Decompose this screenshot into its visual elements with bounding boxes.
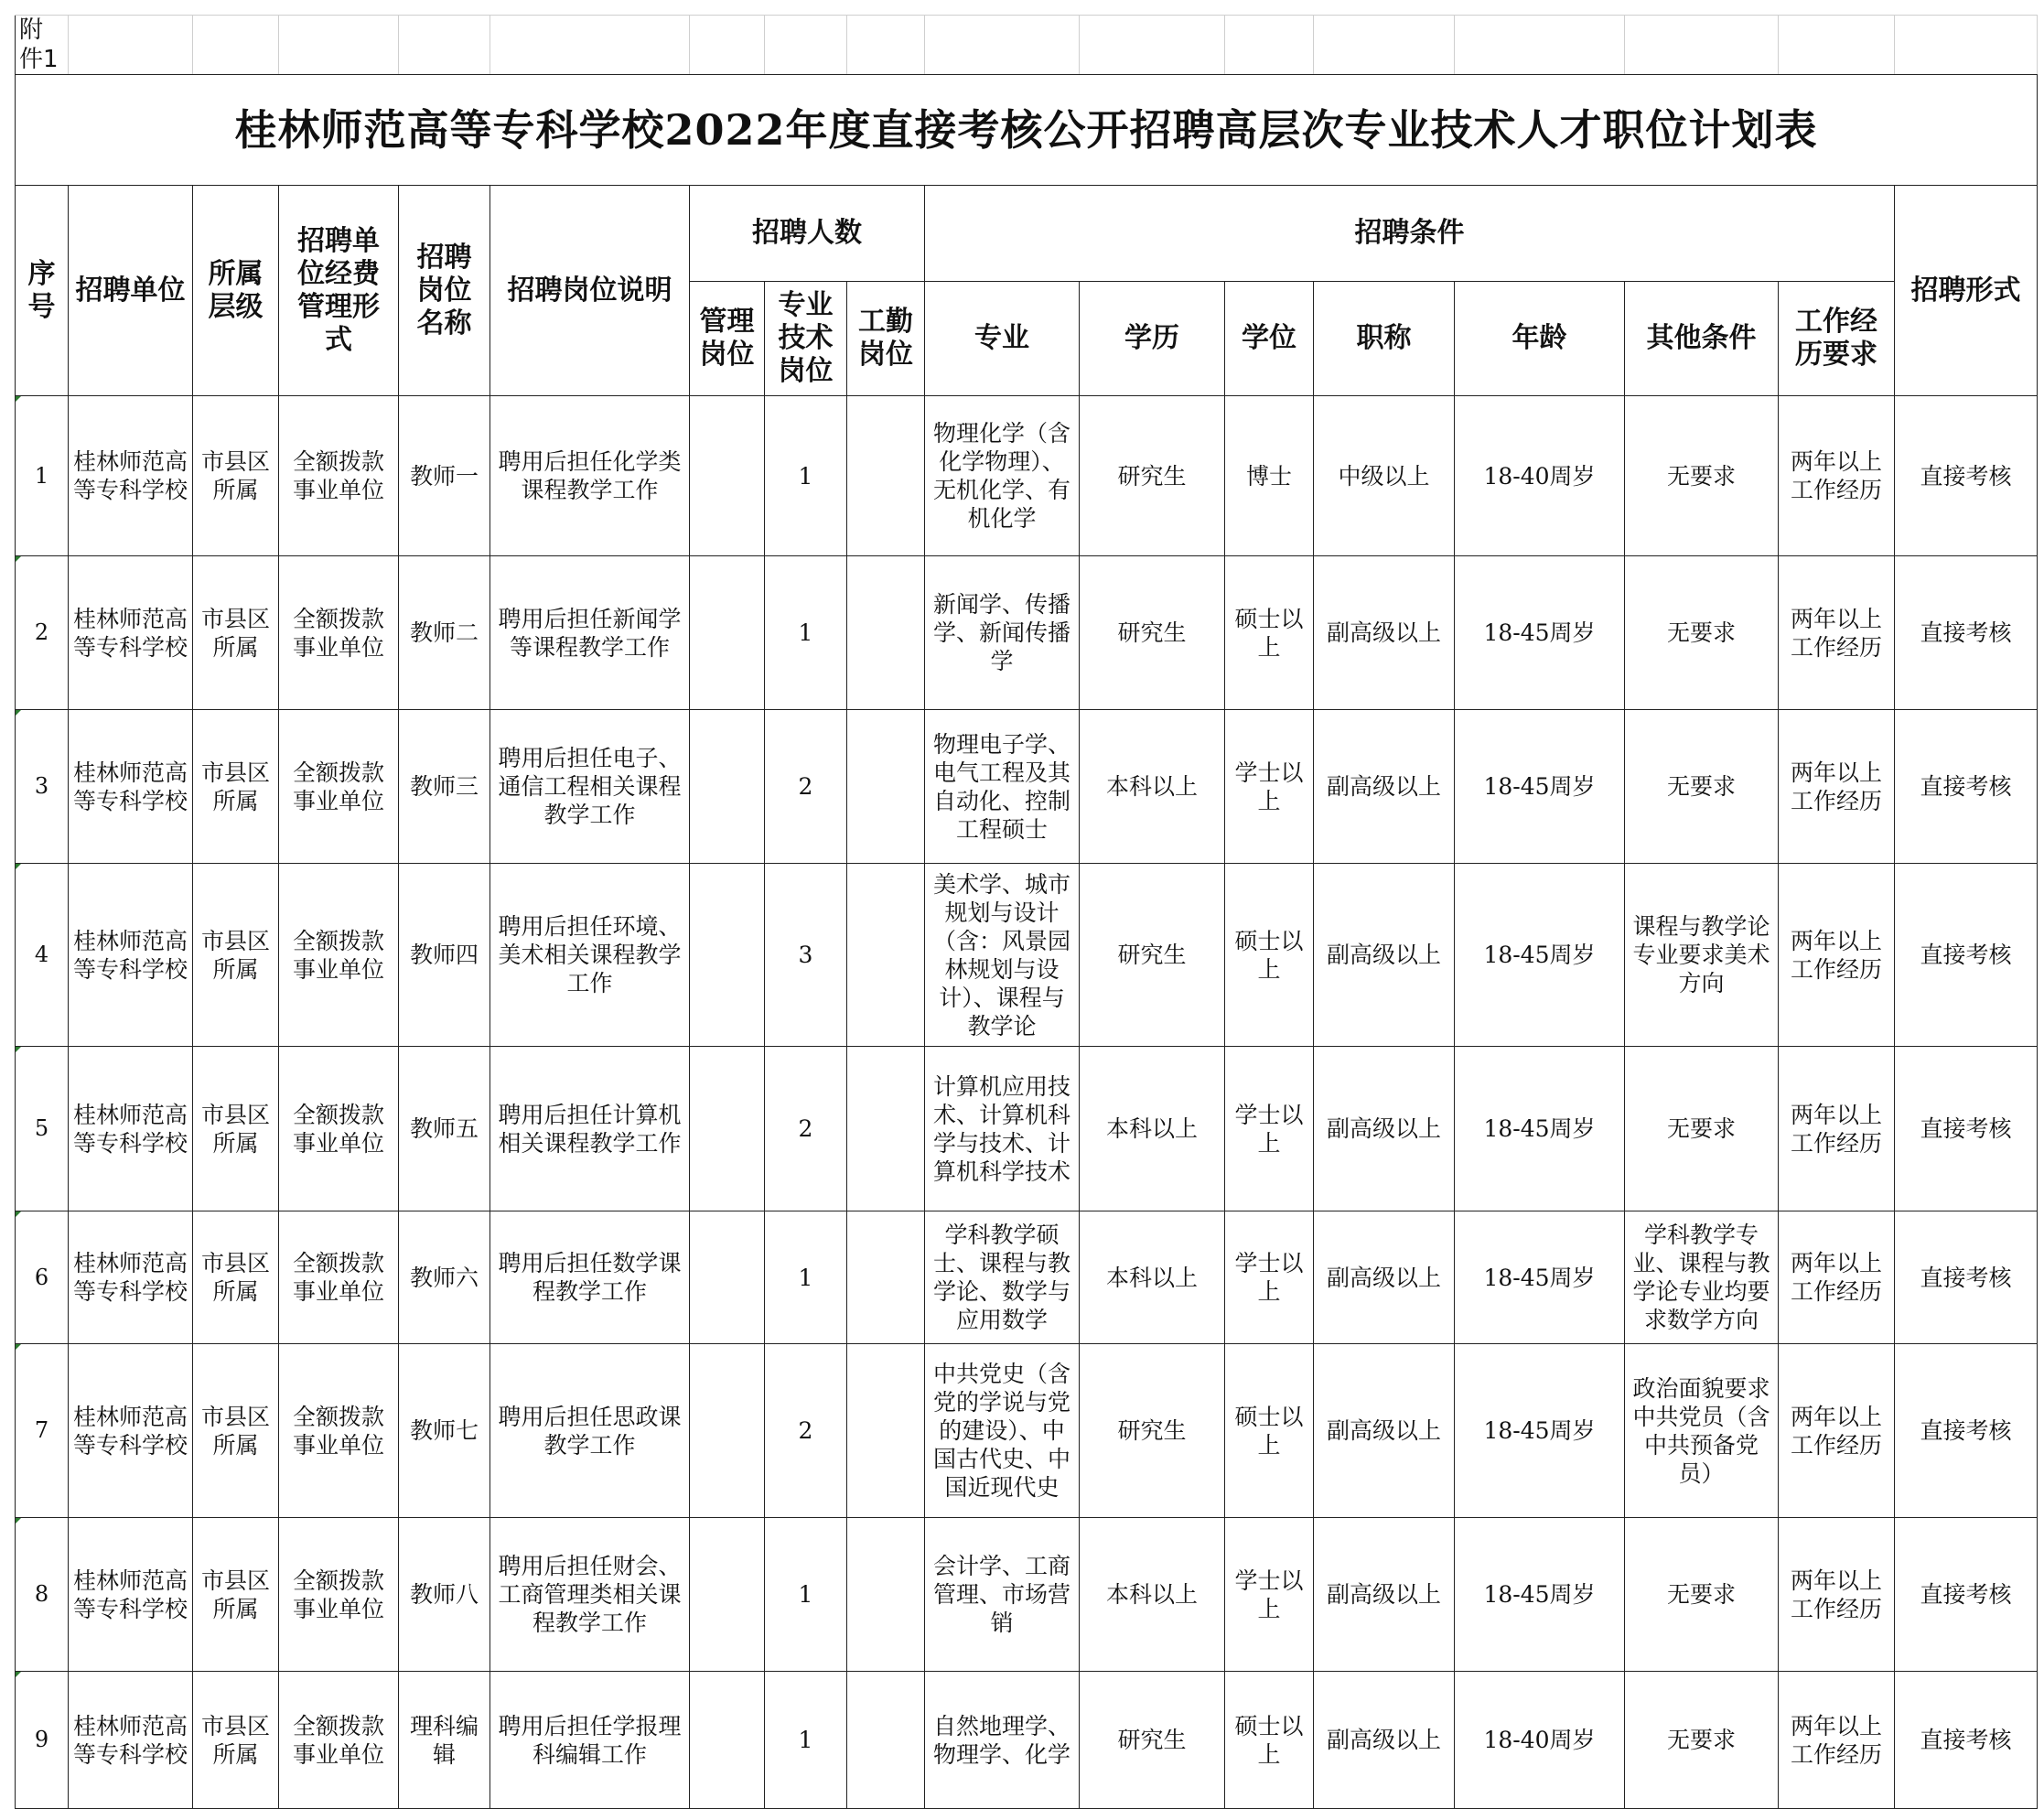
header-seq: 序号 bbox=[16, 186, 69, 396]
header-title: 职称 bbox=[1314, 282, 1455, 396]
cell-seq: 1 bbox=[16, 396, 69, 556]
cell-post-name: 教师三 bbox=[399, 710, 490, 864]
cell-major: 新闻学、传播学、新闻传播学 bbox=[925, 556, 1080, 710]
cell-form: 直接考核 bbox=[1895, 1211, 2038, 1344]
cell-funding: 全额拨款事业单位 bbox=[279, 1344, 399, 1518]
header-post-desc: 招聘岗位说明 bbox=[490, 186, 690, 396]
cell-count-mgmt bbox=[690, 864, 765, 1047]
cell-age: 18-45周岁 bbox=[1455, 864, 1625, 1047]
header-count-worker: 工勤岗位 bbox=[847, 282, 925, 396]
cell-count-worker bbox=[847, 396, 925, 556]
cell-count-worker bbox=[847, 1672, 925, 1809]
cell-count-tech: 2 bbox=[765, 710, 847, 864]
cell-seq: 4 bbox=[16, 864, 69, 1047]
page-title: 桂林师范高等专科学校2022年度直接考核公开招聘高层次专业技术人才职位计划表 bbox=[16, 75, 2038, 186]
cell-degree: 博士 bbox=[1225, 396, 1314, 556]
cell-seq: 7 bbox=[16, 1344, 69, 1518]
cell-title: 副高级以上 bbox=[1314, 1672, 1455, 1809]
cell-seq: 5 bbox=[16, 1047, 69, 1211]
cell-degree: 硕士以上 bbox=[1225, 1344, 1314, 1518]
cell-title: 副高级以上 bbox=[1314, 1047, 1455, 1211]
cell-title: 副高级以上 bbox=[1314, 556, 1455, 710]
cell-education: 本科以上 bbox=[1080, 710, 1225, 864]
cell-degree: 学士以上 bbox=[1225, 1047, 1314, 1211]
cell-major: 物理电子学、电气工程及其自动化、控制工程硕士 bbox=[925, 710, 1080, 864]
header-funding: 招聘单位经费管理形式 bbox=[279, 186, 399, 396]
cell-age: 18-45周岁 bbox=[1455, 556, 1625, 710]
cell-post-name: 教师五 bbox=[399, 1047, 490, 1211]
cell-other: 无要求 bbox=[1625, 1047, 1779, 1211]
cell-form: 直接考核 bbox=[1895, 1344, 2038, 1518]
header-education: 学历 bbox=[1080, 282, 1225, 396]
cell-count-tech: 2 bbox=[765, 1344, 847, 1518]
cell-experience: 两年以上工作经历 bbox=[1779, 710, 1895, 864]
header-count-mgmt: 管理岗位 bbox=[690, 282, 765, 396]
attachment-label: 附件1 bbox=[16, 16, 69, 75]
cell-other: 无要求 bbox=[1625, 1518, 1779, 1672]
cell-count-mgmt bbox=[690, 1518, 765, 1672]
cell-funding: 全额拨款事业单位 bbox=[279, 864, 399, 1047]
cell-level: 市县区所属 bbox=[193, 1211, 279, 1344]
cell-other: 课程与教学论专业要求美术方向 bbox=[1625, 864, 1779, 1047]
header-other: 其他条件 bbox=[1625, 282, 1779, 396]
table-row bbox=[16, 1672, 2038, 1809]
cell-funding: 全额拨款事业单位 bbox=[279, 1047, 399, 1211]
cell-major: 学科教学硕士、课程与教学论、数学与应用数学 bbox=[925, 1211, 1080, 1344]
table-row bbox=[16, 1211, 2038, 1344]
cell-level: 市县区所属 bbox=[193, 1344, 279, 1518]
cell-seq: 8 bbox=[16, 1518, 69, 1672]
cell-funding: 全额拨款事业单位 bbox=[279, 710, 399, 864]
cell-post-desc: 聘用后担任新闻学等课程教学工作 bbox=[490, 556, 690, 710]
cell-other: 无要求 bbox=[1625, 710, 1779, 864]
cell-experience: 两年以上工作经历 bbox=[1779, 1518, 1895, 1672]
header-major: 专业 bbox=[925, 282, 1080, 396]
cell-education: 研究生 bbox=[1080, 1344, 1225, 1518]
cell-experience: 两年以上工作经历 bbox=[1779, 1344, 1895, 1518]
cell-form: 直接考核 bbox=[1895, 864, 2038, 1047]
cell-unit: 桂林师范高等专科学校 bbox=[69, 1672, 193, 1809]
cell-experience: 两年以上工作经历 bbox=[1779, 396, 1895, 556]
cell-count-mgmt bbox=[690, 1047, 765, 1211]
cell-count-mgmt bbox=[690, 1344, 765, 1518]
data-rows bbox=[16, 396, 2038, 1809]
cell-unit: 桂林师范高等专科学校 bbox=[69, 1518, 193, 1672]
cell-experience: 两年以上工作经历 bbox=[1779, 556, 1895, 710]
table-row bbox=[16, 1047, 2038, 1211]
header-age: 年龄 bbox=[1455, 282, 1625, 396]
cell-degree: 硕士以上 bbox=[1225, 1672, 1314, 1809]
cell-level: 市县区所属 bbox=[193, 710, 279, 864]
cell-other: 无要求 bbox=[1625, 1672, 1779, 1809]
header-count-tech: 专业技术岗位 bbox=[765, 282, 847, 396]
cell-count-tech: 1 bbox=[765, 1211, 847, 1344]
cell-funding: 全额拨款事业单位 bbox=[279, 556, 399, 710]
cell-experience: 两年以上工作经历 bbox=[1779, 1211, 1895, 1344]
cell-post-name: 教师二 bbox=[399, 556, 490, 710]
cell-level: 市县区所属 bbox=[193, 1047, 279, 1211]
cell-other: 无要求 bbox=[1625, 396, 1779, 556]
cell-title: 副高级以上 bbox=[1314, 1344, 1455, 1518]
recruitment-plan-table bbox=[15, 15, 2038, 1809]
cell-education: 本科以上 bbox=[1080, 1518, 1225, 1672]
attachment-row bbox=[16, 16, 2038, 75]
table-row bbox=[16, 864, 2038, 1047]
cell-degree: 学士以上 bbox=[1225, 710, 1314, 864]
cell-other: 学科教学专业、课程与教学论专业均要求数学方向 bbox=[1625, 1211, 1779, 1344]
table-row bbox=[16, 1344, 2038, 1518]
cell-level: 市县区所属 bbox=[193, 1518, 279, 1672]
cell-major: 物理化学（含化学物理）、无机化学、有机化学 bbox=[925, 396, 1080, 556]
cell-post-desc: 聘用后担任计算机相关课程教学工作 bbox=[490, 1047, 690, 1211]
cell-age: 18-45周岁 bbox=[1455, 1344, 1625, 1518]
cell-funding: 全额拨款事业单位 bbox=[279, 1518, 399, 1672]
cell-age: 18-45周岁 bbox=[1455, 710, 1625, 864]
table-row bbox=[16, 396, 2038, 556]
cell-seq: 9 bbox=[16, 1672, 69, 1809]
cell-degree: 学士以上 bbox=[1225, 1518, 1314, 1672]
cell-form: 直接考核 bbox=[1895, 710, 2038, 864]
cell-form: 直接考核 bbox=[1895, 1672, 2038, 1809]
cell-age: 18-40周岁 bbox=[1455, 396, 1625, 556]
cell-unit: 桂林师范高等专科学校 bbox=[69, 556, 193, 710]
cell-major: 计算机应用技术、计算机科学与技术、计算机科学技术 bbox=[925, 1047, 1080, 1211]
cell-post-desc: 聘用后担任化学类课程教学工作 bbox=[490, 396, 690, 556]
cell-count-tech: 3 bbox=[765, 864, 847, 1047]
cell-post-name: 教师七 bbox=[399, 1344, 490, 1518]
cell-form: 直接考核 bbox=[1895, 1518, 2038, 1672]
cell-count-tech: 1 bbox=[765, 1518, 847, 1672]
table-row bbox=[16, 710, 2038, 864]
cell-level: 市县区所属 bbox=[193, 1672, 279, 1809]
cell-count-tech: 1 bbox=[765, 556, 847, 710]
cell-education: 本科以上 bbox=[1080, 1047, 1225, 1211]
cell-other: 政治面貌要求中共党员（含中共预备党员） bbox=[1625, 1344, 1779, 1518]
cell-post-desc: 聘用后担任电子、通信工程相关课程教学工作 bbox=[490, 710, 690, 864]
cell-count-worker bbox=[847, 1211, 925, 1344]
cell-count-tech: 2 bbox=[765, 1047, 847, 1211]
cell-age: 18-40周岁 bbox=[1455, 1672, 1625, 1809]
cell-level: 市县区所属 bbox=[193, 396, 279, 556]
cell-count-tech: 1 bbox=[765, 1672, 847, 1809]
cell-education: 研究生 bbox=[1080, 556, 1225, 710]
cell-major: 自然地理学、物理学、化学 bbox=[925, 1672, 1080, 1809]
header-level: 所属层级 bbox=[193, 186, 279, 396]
cell-count-mgmt bbox=[690, 1211, 765, 1344]
cell-unit: 桂林师范高等专科学校 bbox=[69, 864, 193, 1047]
cell-level: 市县区所属 bbox=[193, 556, 279, 710]
cell-major: 美术学、城市规划与设计（含：风景园林规划与设计）、课程与教学论 bbox=[925, 864, 1080, 1047]
cell-education: 研究生 bbox=[1080, 864, 1225, 1047]
cell-other: 无要求 bbox=[1625, 556, 1779, 710]
cell-title: 中级以上 bbox=[1314, 396, 1455, 556]
header-degree: 学位 bbox=[1225, 282, 1314, 396]
cell-education: 研究生 bbox=[1080, 396, 1225, 556]
cell-count-worker bbox=[847, 1047, 925, 1211]
header-count-group: 招聘人数 bbox=[690, 186, 925, 282]
cell-form: 直接考核 bbox=[1895, 1047, 2038, 1211]
header-post-name: 招聘岗位名称 bbox=[399, 186, 490, 396]
cell-seq: 3 bbox=[16, 710, 69, 864]
cell-count-worker bbox=[847, 1518, 925, 1672]
header-form: 招聘形式 bbox=[1895, 186, 2038, 396]
cell-degree: 硕士以上 bbox=[1225, 864, 1314, 1047]
recruitment-plan-sheet bbox=[15, 15, 2037, 1809]
cell-count-mgmt bbox=[690, 1672, 765, 1809]
cell-age: 18-45周岁 bbox=[1455, 1211, 1625, 1344]
cell-age: 18-45周岁 bbox=[1455, 1518, 1625, 1672]
cell-count-worker bbox=[847, 556, 925, 710]
title-row bbox=[16, 75, 2038, 186]
cell-count-worker bbox=[847, 1344, 925, 1518]
cell-count-mgmt bbox=[690, 556, 765, 710]
table-row bbox=[16, 556, 2038, 710]
cell-post-name: 教师八 bbox=[399, 1518, 490, 1672]
header-conditions-group: 招聘条件 bbox=[925, 186, 1895, 282]
cell-post-desc: 聘用后担任学报理科编辑工作 bbox=[490, 1672, 690, 1809]
header-row-1 bbox=[16, 186, 2038, 282]
cell-post-desc: 聘用后担任环境、美术相关课程教学工作 bbox=[490, 864, 690, 1047]
cell-post-name: 教师四 bbox=[399, 864, 490, 1047]
cell-unit: 桂林师范高等专科学校 bbox=[69, 1344, 193, 1518]
cell-post-name: 教师六 bbox=[399, 1211, 490, 1344]
cell-form: 直接考核 bbox=[1895, 396, 2038, 556]
cell-title: 副高级以上 bbox=[1314, 1518, 1455, 1672]
cell-unit: 桂林师范高等专科学校 bbox=[69, 1047, 193, 1211]
table-row bbox=[16, 1518, 2038, 1672]
cell-experience: 两年以上工作经历 bbox=[1779, 1672, 1895, 1809]
cell-funding: 全额拨款事业单位 bbox=[279, 1672, 399, 1809]
cell-degree: 学士以上 bbox=[1225, 1211, 1314, 1344]
cell-count-tech: 1 bbox=[765, 396, 847, 556]
cell-title: 副高级以上 bbox=[1314, 710, 1455, 864]
header-unit: 招聘单位 bbox=[69, 186, 193, 396]
cell-form: 直接考核 bbox=[1895, 556, 2038, 710]
cell-title: 副高级以上 bbox=[1314, 864, 1455, 1047]
cell-experience: 两年以上工作经历 bbox=[1779, 1047, 1895, 1211]
cell-count-worker bbox=[847, 864, 925, 1047]
cell-count-worker bbox=[847, 710, 925, 864]
cell-unit: 桂林师范高等专科学校 bbox=[69, 396, 193, 556]
cell-unit: 桂林师范高等专科学校 bbox=[69, 710, 193, 864]
cell-post-name: 教师一 bbox=[399, 396, 490, 556]
cell-unit: 桂林师范高等专科学校 bbox=[69, 1211, 193, 1344]
cell-count-mgmt bbox=[690, 396, 765, 556]
header-experience: 工作经历要求 bbox=[1779, 282, 1895, 396]
cell-title: 副高级以上 bbox=[1314, 1211, 1455, 1344]
cell-major: 中共党史（含党的学说与党的建设）、中国古代史、中国近现代史 bbox=[925, 1344, 1080, 1518]
cell-post-desc: 聘用后担任数学课程教学工作 bbox=[490, 1211, 690, 1344]
cell-degree: 硕士以上 bbox=[1225, 556, 1314, 710]
cell-education: 研究生 bbox=[1080, 1672, 1225, 1809]
cell-seq: 2 bbox=[16, 556, 69, 710]
cell-major: 会计学、工商管理、市场营销 bbox=[925, 1518, 1080, 1672]
cell-post-desc: 聘用后担任思政课教学工作 bbox=[490, 1344, 690, 1518]
cell-age: 18-45周岁 bbox=[1455, 1047, 1625, 1211]
cell-post-desc: 聘用后担任财会、工商管理类相关课程教学工作 bbox=[490, 1518, 690, 1672]
cell-funding: 全额拨款事业单位 bbox=[279, 396, 399, 556]
cell-seq: 6 bbox=[16, 1211, 69, 1344]
cell-experience: 两年以上工作经历 bbox=[1779, 864, 1895, 1047]
cell-funding: 全额拨款事业单位 bbox=[279, 1211, 399, 1344]
cell-level: 市县区所属 bbox=[193, 864, 279, 1047]
cell-count-mgmt bbox=[690, 710, 765, 864]
cell-education: 本科以上 bbox=[1080, 1211, 1225, 1344]
cell-post-name: 理科编辑 bbox=[399, 1672, 490, 1809]
